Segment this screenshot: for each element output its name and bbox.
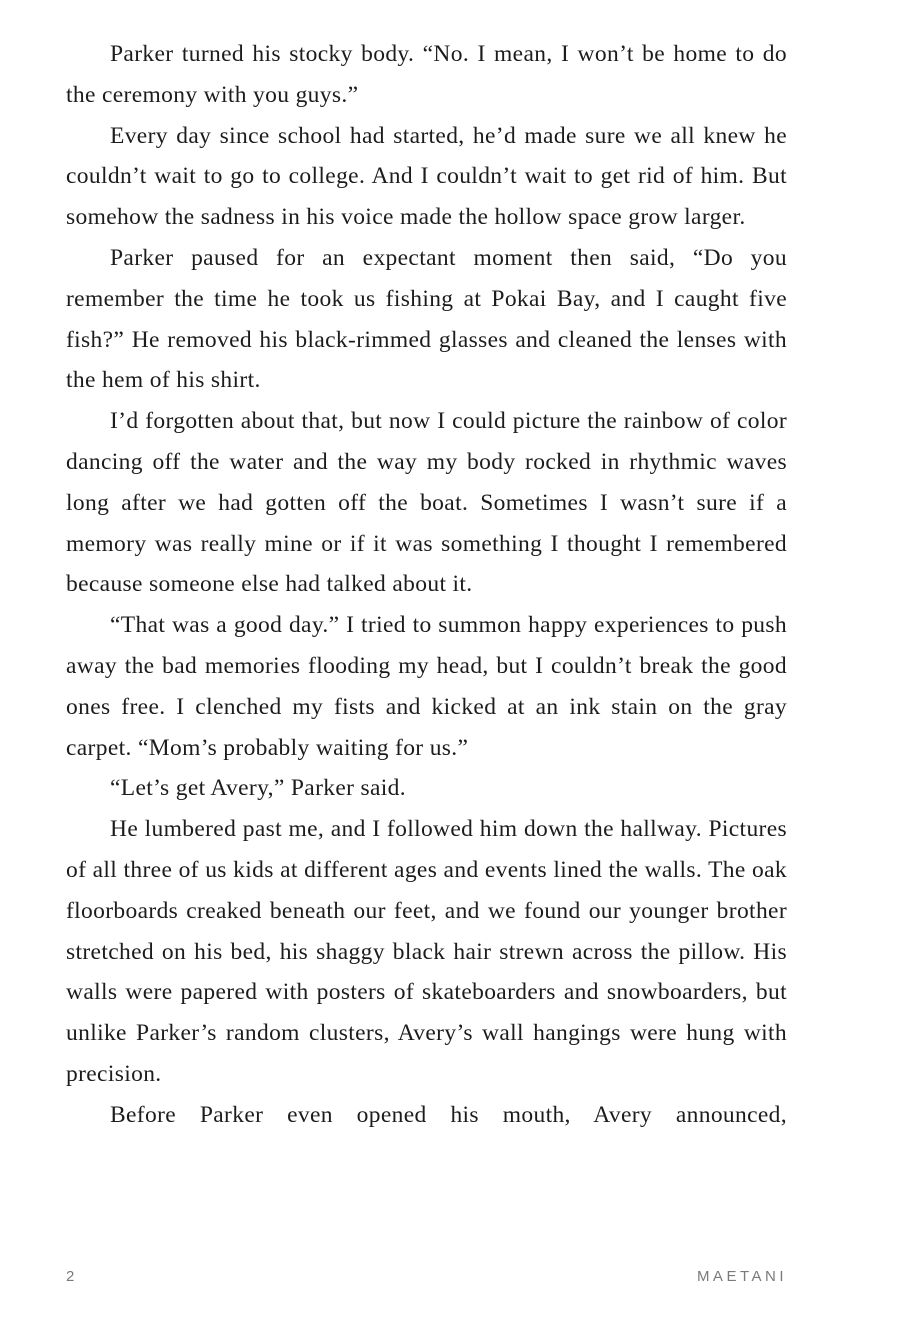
paragraph: “That was a good day.” I tried to summon happy experiences to push away the bad memories flooding my head, but I couldn’t break the good ones free. I clenched my fists and kicked at an ink stain on the gray carpet. “Mom’s probably waiting for us.” bbox=[66, 612, 787, 761]
body-text bbox=[66, 34, 787, 1136]
paragraph: “Let’s get Avery,” Parker said. bbox=[110, 775, 407, 802]
page-number: 2 bbox=[66, 1268, 75, 1285]
paragraph: He lumbered past me, and I followed him down the hallway. Pictures of all three of us kids at different ages and events lined the walls. The oak floorboards creaked beneath our feet, and we found our younger brother stretched on his bed, his shaggy black hair strewn across the pillow. His walls were papered with posters of skateboarders and snowboarders, but unlike Parker’s random clusters, Avery’s wall hangings were hung with precision. bbox=[66, 816, 787, 1087]
page-footer bbox=[66, 1268, 787, 1292]
paragraph: Every day since school had started, he’d made sure we all knew he couldn’t wait to go to college. And I couldn’t wait to get rid of him. But somehow the sadness in his voice made the hollow space grow larger. bbox=[66, 122, 787, 231]
paragraph: I’d forgotten about that, but now I could picture the rainbow of color dancing off the water and the way my body rocked in rhythmic waves long after we had gotten off the boat. Sometimes I wasn’t sure if a memory was really mine or if it was something I thought I remembered because someone else had talked about it. bbox=[66, 408, 787, 598]
running-head-author: MAETANI bbox=[696, 1268, 787, 1285]
paragraph: Parker paused for an expectant moment then said, “Do you remember the time he took us fishing at Pokai Bay, and I caught five fish?” He removed his black-rimmed glasses and cleaned the lenses with the hem of his shirt. bbox=[66, 244, 787, 394]
paragraph: Parker turned his stocky body. “No. I mean, I won’t be home to do the ceremony with you guys.” bbox=[66, 41, 787, 108]
paragraph-last: Before Parker even opened his mouth, Avery announced, bbox=[110, 1101, 787, 1128]
